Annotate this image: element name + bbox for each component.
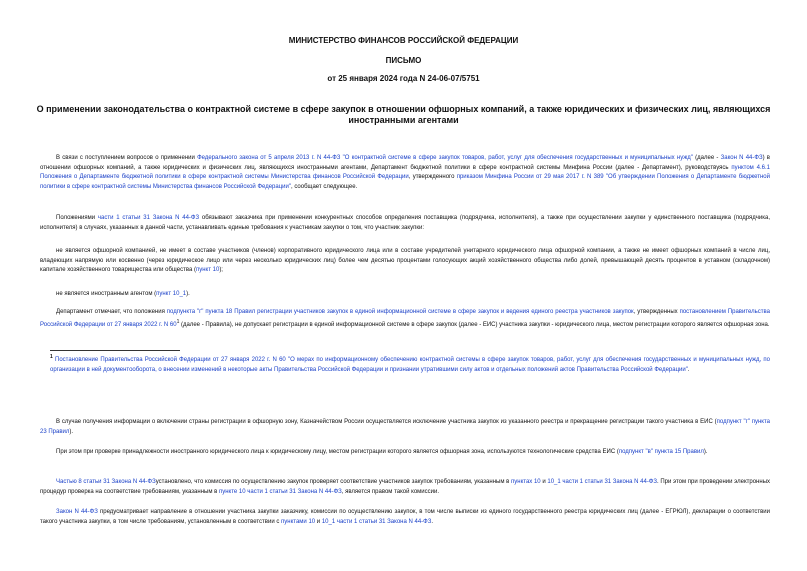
resolution-60-link[interactable]: постановлением Правительства Российской Федерации от 27 января 2022 г. N 60 [40,309,770,328]
text: В случае получения информации о включении страны регистрации в офшорную зону, Казначейством России осуществляется исключение участника закупок из указанного реестра и прекращение регистрации такого участника в ЕИС ( [56,419,717,425]
law-44fz-link-2[interactable]: Закон N 44-ФЗ [56,509,98,515]
text: ); [219,267,223,274]
point-10-link[interactable]: пункт 10 [195,267,220,274]
paragraph-exclusion [40,418,770,437]
ministry-heading: МИНИСТЕРСТВО ФИНАНСОВ РОССИЙСКОЙ ФЕДЕРАЦИИ [288,36,519,45]
text: и [315,518,322,525]
part1-article31-link[interactable]: части 1 статьи 31 Закона N 44-ФЗ [97,215,200,221]
points-10-link-2[interactable]: пунктами 10 [281,518,316,525]
text: В связи с поступлением вопросов о применении [56,155,198,161]
paragraph-commission [40,478,770,497]
footnote-number: 1 [50,354,53,360]
text: (далее - [692,155,721,161]
text: , сообщает следующее. [291,183,358,190]
resolution-60-footnote-link[interactable]: Постановление Правительства Российской Федерации от 27 января 2022 г. N 60 "О мерах по информационному обеспечению контрактной системы в сфере закупок товаров, работ, услуг для обеспечения государственных и муниципальных нужд, по организации в ней документооборота, о внесении изменений в некоторые акты Правительства Российской Федерации и признании утратившими силу актов и отдельных положений актов Правительства Российской Федерации" [50,357,770,373]
point-10-1-part1-link-2[interactable]: 10_1 части 1 статьи 31 Закона N 44-ФЗ [321,518,432,525]
footnote [50,353,770,375]
text: При этом при проверке принадлежности иностранного юридического лица к юридическому лицу, местом регистрации которого является офшорная зона, используются технологические средства ЕИС ( [56,449,619,455]
text: , является правом такой комиссии. [341,488,440,495]
part8-article31-link[interactable]: Частью 8 статьи 31 Закона N 44-ФЗ [56,479,156,485]
paragraph-intro [40,154,770,192]
text: обязывают заказчика при применении конкурентных способов определения поставщика (подрядчика, исполнителя), а также при осуществлении закупки у единственного поставщика (подрядчика, исполнителя) в случаях, указанных в данной части, устанавливать единые требования к участникам закупки о том, что участник закупки: [40,215,770,231]
text: Положениями [56,215,98,221]
document-title: О применении законодательства о контрактной системе в сфере закупок в отношении офшорных компаний, а также юридических и физических лиц, являющихся иностранными агентами [36,104,771,125]
doc-date-heading: от 25 января 2024 года N 24-06-07/5751 [327,74,480,83]
rules-point-18-link[interactable]: подпункта "г" пункта 18 Правил регистрации участников закупок в единой информационной системе в сфере закупок и ведения единого реестра участников закупок [166,309,634,315]
text: . [431,518,434,525]
paragraph-foreign-agent [40,290,770,300]
point-10-part1-link[interactable]: пункте 10 части 1 статьи 31 Закона N 44-ФЗ [218,488,342,495]
text: ). [186,291,190,297]
text: установлено, что комиссия по осуществлению закупок проверяет соответствие участников закупок требованиям, указанным в [155,479,512,485]
text: , утвержденных [633,309,680,315]
text: Департамент отмечает, что положения [56,309,167,315]
text: ). [69,428,74,435]
text: предусматривает направление в отношении участника закупки заказчику, комиссии по осуществлению закупок, в том числе выписки из единого государственного реестра юридических лиц (далее - ЕГРЮЛ), декларации о соответствии такого участника закупки, в том числе требованиям, установленным в соответствии с [40,509,771,525]
text: (далее - Правила), не допускает регистрации в единой информационной системе в сфере закупок (далее - ЕИС) участника закупки - юридического лица, местом регистрации которого является офшорная зона. [179,321,770,328]
paragraph-registration-rules [40,308,770,330]
points-10-link[interactable]: пунктах 10 [511,479,541,485]
doc-type-heading: ПИСЬМО [385,56,422,65]
text: , утвержденного [408,174,457,181]
paragraph-offshore [40,247,770,276]
rules-point-15-link[interactable]: подпункт "в" пункта 15 Правил [618,449,704,455]
law-44fz-link[interactable]: Федерального закона от 5 апреля 2013 г. N 44-ФЗ "О контрактной системе в сфере закупок товаров, работ, услуг для обеспечения государственных и муниципальных нужд" [197,155,693,161]
paragraph-declaration [40,508,770,527]
paragraph-verification [40,448,770,458]
text: не является иностранным агентом ( [56,291,157,297]
point-10-1-link[interactable]: пункт 10_1 [156,291,187,297]
paragraph-requirements [40,214,770,233]
text: . [687,366,690,373]
law-44fz-short-link[interactable]: Закон N 44-ФЗ [720,155,763,161]
footnote-ref[interactable]: 1 [176,318,180,325]
text: . При этом при проведении электронных процедур проверка на соответствие требованиям, указанным в [40,479,771,495]
rules-point-23-link[interactable]: подпункт "г" пункта 23 Правил [40,419,770,435]
footnote-separator [50,350,180,351]
point-10-1-part1-link[interactable]: 10_1 части 1 статьи 31 Закона N 44-ФЗ [547,479,657,485]
regulation-point-link[interactable]: пунктом 4.6.1 Положения о Департаменте бюджетной политики в сфере контрактной системы Министерства финансов Российской Федерации [40,164,770,181]
order-389-link[interactable]: приказом Минфина России от 29 мая 2017 г. N 389 "Об утверждении Положения о Департаменте бюджетной политики в сфере контрактной системы Министерства финансов Российской Федерации" [40,174,770,190]
text: ) в отношении офшорных компаний, а также юридических и физических лиц, являющихся иностранными агентами, Департамент бюджетной политики в сфере контрактной системы Минфина России (далее - Департамент), руководствуясь [40,155,770,171]
text: и [540,479,548,485]
text: не является офшорной компанией, не имеет в составе участников (членов) корпоративного юридического лица или в составе учредителей унитарного юридического лица офшорной компании, а также не имеет офшорных компаний в числе лиц, владеющих напрямую или косвенно (через юридическое лицо или через несколько юридических лиц) более чем десятью процентами голосующих акций хозяйственного общества либо долей, превышающей десять процентов в уставном (складочном) капитале хозяйственного товарищества или общества ( [40,248,770,274]
text: ). [703,449,708,455]
